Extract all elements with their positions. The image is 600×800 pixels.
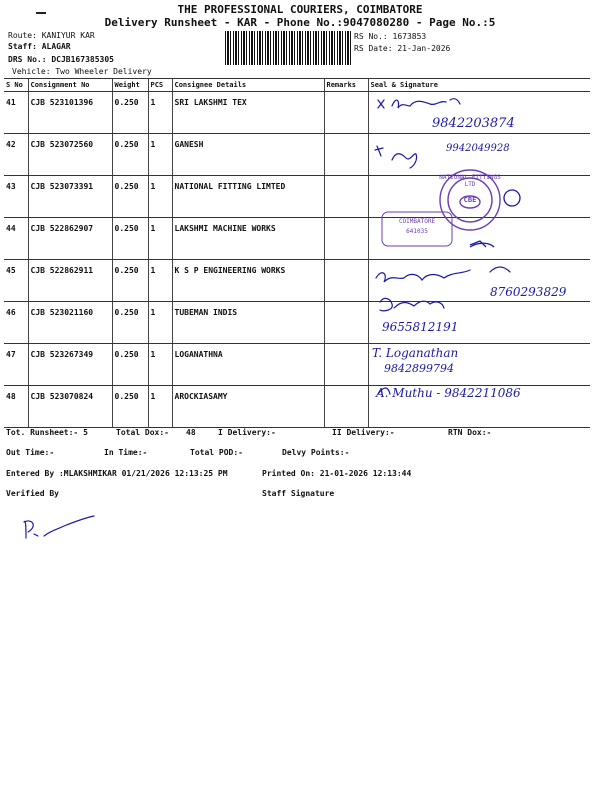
cell-consignee: AROCKIASAMY (172, 386, 324, 428)
cell-pcs: 1 (148, 218, 172, 260)
stamp-scribble (470, 241, 494, 247)
col-weight: Weight (112, 79, 148, 92)
cell-consignment: CJB 522862907 (28, 218, 112, 260)
cell-consignment: CJB 523072560 (28, 134, 112, 176)
total-dox: Total Dox:- (116, 428, 169, 437)
signature-47-name: T. Loganathan (372, 346, 459, 360)
stamp-ring-text: NATIONAL FITTINGS LTD (439, 174, 501, 188)
signature-46 (380, 298, 444, 310)
signature-47-number: 9842899794 (384, 362, 454, 375)
cell-consignee: TUBEMAN INDIS (172, 302, 324, 344)
cell-consignee: GANESH (172, 134, 324, 176)
cell-weight: 0.250 (112, 176, 148, 218)
rtn-dox: RTN Dox:- (448, 428, 492, 437)
out-time: Out Time:- (6, 448, 55, 457)
i-delivery: I Delivery:- (218, 428, 276, 437)
cell-weight: 0.250 (112, 386, 148, 428)
signature-45-number: 8760293829 (490, 285, 567, 299)
runsheet-title: Delivery Runsheet - KAR - Phone No.:9047080280 - Page No.:5 (104, 16, 496, 29)
staff-label: Staff: ALAGAR (8, 42, 71, 51)
cell-consignee: K S P ENGINEERING WORKS (172, 260, 324, 302)
cell-sno: 48 (4, 386, 28, 428)
cell-sno: 43 (4, 176, 28, 218)
signature-48-text: A. Muthu - 9842211086 (376, 386, 521, 400)
signature-41-number: 9842203874 (432, 116, 515, 131)
cell-consignee: LAKSHMI MACHINE WORKS (172, 218, 324, 260)
cell-consignee: SRI LAKSHMI TEX (172, 92, 324, 134)
total-dox-value: 48 (186, 428, 196, 437)
stamp2-line2: 641035 (406, 228, 428, 235)
cell-pcs: 1 (148, 302, 172, 344)
cell-pcs: 1 (148, 134, 172, 176)
cell-sno: 45 (4, 260, 28, 302)
cell-pcs: 1 (148, 386, 172, 428)
cell-sno: 46 (4, 302, 28, 344)
cell-weight: 0.250 (112, 92, 148, 134)
drs-label: DRS No.: DCJB167385305 (8, 55, 114, 64)
verified-by: Verified By (6, 489, 59, 498)
cell-weight: 0.250 (112, 218, 148, 260)
cell-sno: 41 (4, 92, 28, 134)
tot-runsheet: Tot. Runsheet:- 5 (6, 428, 88, 437)
signature-42-number: 9942049928 (446, 143, 510, 154)
signature-42 (375, 146, 417, 168)
entered-by: Entered By :MLAKSHMIKAR 01/21/2026 12:13:25 PM (6, 469, 228, 478)
route-label: Route: KANIYUR KAR (8, 31, 95, 40)
cell-sno: 44 (4, 218, 28, 260)
staff-signature: Staff Signature (262, 489, 335, 498)
rs-no: RS No.: 1673853 (354, 32, 427, 41)
cell-pcs: 1 (148, 344, 172, 386)
cell-sno: 47 (4, 344, 28, 386)
cell-consignee: NATIONAL FITTING LIMTED (172, 176, 324, 218)
col-consignment: Consignment No (28, 79, 112, 92)
cell-consignment: CJB 523267349 (28, 344, 112, 386)
cell-consignment: CJB 523070824 (28, 386, 112, 428)
cell-pcs: 1 (148, 260, 172, 302)
col-pcs: PCS (148, 79, 172, 92)
col-consignee: Consignee Details (172, 79, 324, 92)
vehicle-label: Vehicle: Two Wheeler Delivery (12, 67, 152, 76)
stamp-center: CBE (463, 196, 477, 204)
stamp2-line1: COIMBATORE (398, 218, 436, 225)
signature-41 (378, 99, 460, 108)
signature-45 (376, 267, 510, 282)
delvy-points: Delvy Points:- (282, 448, 350, 457)
cell-pcs: 1 (148, 92, 172, 134)
stamp-circle-mark (504, 190, 520, 206)
rs-date: RS Date: 21-Jan-2026 (354, 44, 451, 53)
company-title: THE PROFESSIONAL COURIERS, COIMBATORE (177, 3, 423, 16)
cell-weight: 0.250 (112, 134, 148, 176)
signature-46-number: 9655812191 (382, 320, 459, 334)
cell-consignee: LOGANATHNA (172, 344, 324, 386)
printed-on: Printed On: 21-01-2026 12:13:44 (262, 469, 412, 478)
in-time: In Time:- (104, 448, 148, 457)
cell-weight: 0.250 (112, 260, 148, 302)
col-seal-signature: Seal & Signature (368, 79, 590, 92)
cell-pcs: 1 (148, 176, 172, 218)
verified-by-signature (24, 516, 94, 538)
cell-sno: 42 (4, 134, 28, 176)
cell-consignment: CJB 523073391 (28, 176, 112, 218)
total-pod: Total POD:- (190, 448, 243, 457)
cell-consignment: CJB 522862911 (28, 260, 112, 302)
cell-weight: 0.250 (112, 302, 148, 344)
col-sno: S No (4, 79, 28, 92)
col-remarks: Remarks (324, 79, 368, 92)
cell-consignment: CJB 523101396 (28, 92, 112, 134)
cell-weight: 0.250 (112, 344, 148, 386)
ii-delivery: II Delivery:- (332, 428, 395, 437)
cell-consignment: CJB 523021160 (28, 302, 112, 344)
